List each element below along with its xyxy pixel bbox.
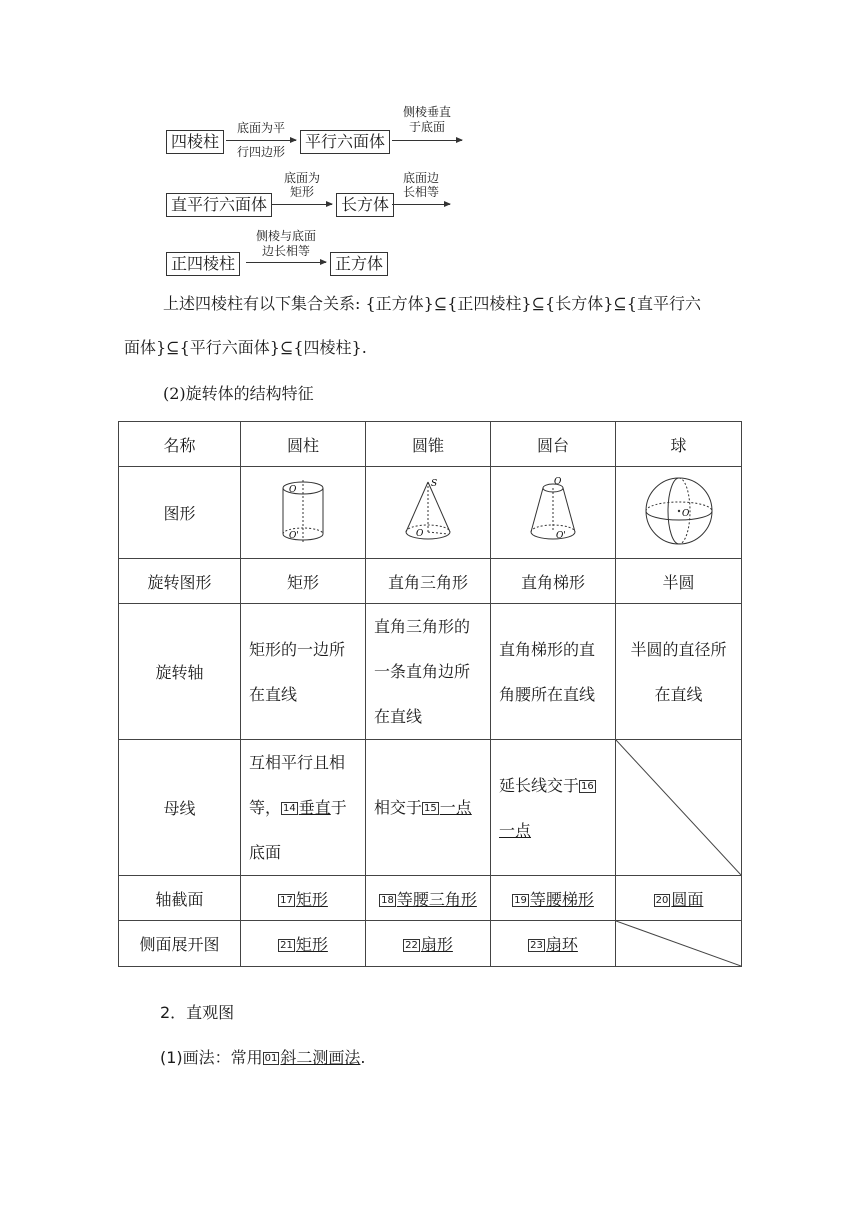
flow-arrow: [392, 140, 462, 141]
header-sphere: 球: [616, 422, 742, 467]
flow-label: 底面边: [402, 171, 439, 185]
header-cylinder: 圆柱: [241, 422, 366, 467]
flow-arrow: [246, 262, 326, 263]
cell-section-cone: 18 等腰三角形: [366, 876, 491, 921]
cell-axis-cone: 直角三角形的 一条直角边所 在直线: [366, 604, 491, 740]
flow-box-right-parallelepiped: 直平行六面体: [166, 193, 272, 217]
cell-generatrix-cone: 相交于 15 一点: [366, 740, 491, 876]
svg-text:O': O': [556, 530, 566, 541]
cell-unfold-cone: 22 扇形: [366, 921, 491, 967]
sphere-figure: [616, 467, 742, 559]
row-label-rotate-shape: 旋转图形: [119, 559, 241, 604]
flow-label: 于底面: [408, 120, 445, 134]
flow-label: 侧棱垂直: [402, 105, 451, 119]
cell-axis-frustum: 直角梯形的直 角腰所在直线: [491, 604, 616, 740]
flow-box-quadrangular-prism: 四棱柱: [166, 130, 224, 154]
header-frustum: 圆台: [491, 422, 616, 467]
set-relation-line2: 面体}⊆{平行六面体}⊆{四棱柱}.: [124, 338, 367, 357]
cell-generatrix-frustum: 延长线交于 16 一点: [491, 740, 616, 876]
svg-text:S: S: [431, 478, 438, 489]
cell-rotate-sphere: 半圆: [616, 559, 742, 604]
section2-title: 2．直观图: [160, 1003, 235, 1022]
svg-text:O': O': [289, 530, 299, 541]
flow-arrow: [226, 140, 296, 141]
cell-generatrix-sphere-empty: [616, 740, 742, 876]
header-name: 名称: [119, 422, 241, 467]
cylinder-figure: [241, 467, 366, 559]
cell-axis-cylinder: 矩形的一边所 在直线: [241, 604, 366, 740]
flow-label: 边长相等: [261, 244, 310, 258]
frustum-figure: [491, 467, 616, 559]
cell-unfold-frustum: 23 扇环: [491, 921, 616, 967]
cell-rotate-frustum: 直角梯形: [491, 559, 616, 604]
flow-box-parallelepiped: 平行六面体: [300, 130, 390, 154]
set-relation-line1: 上述四棱柱有以下集合关系: {正方体}⊆{正四棱柱}⊆{长方体}⊆{直平行六: [163, 294, 701, 313]
cell-generatrix-cylinder: 互相平行且相 等， 14 垂直于 底面: [241, 740, 366, 876]
rotation-solids-table: [118, 421, 742, 967]
flow-arrow: [272, 204, 332, 205]
flow-box-cuboid: 长方体: [336, 193, 394, 217]
row-label-generatrix: 母线: [119, 740, 241, 876]
cell-unfold-cylinder: 21 矩形: [241, 921, 366, 967]
svg-text:O: O: [289, 484, 297, 495]
svg-text:O: O: [554, 476, 562, 487]
flow-box-cube: 正方体: [330, 252, 388, 276]
cell-section-cylinder: 17 矩形: [241, 876, 366, 921]
cell-rotate-cylinder: 矩形: [241, 559, 366, 604]
flow-label: 长相等: [402, 185, 439, 199]
rotation-heading: (2)旋转体的结构特征: [163, 384, 314, 403]
row-label-axis: 旋转轴: [119, 604, 241, 740]
flow-label: 侧棱与底面: [255, 229, 316, 243]
cell-rotate-cone: 直角三角形: [366, 559, 491, 604]
row-label-lateral-unfold: 侧面展开图: [119, 921, 241, 967]
row-label-axial-section: 轴截面: [119, 876, 241, 921]
svg-text:O: O: [681, 508, 689, 519]
flow-label: 底面为: [283, 171, 320, 185]
cone-figure: [366, 467, 491, 559]
cell-unfold-sphere-empty: [616, 921, 742, 967]
svg-text:O: O: [416, 528, 424, 539]
cell-section-sphere: 20 圆面: [616, 876, 742, 921]
flow-arrow: [392, 204, 450, 205]
flow-label: 底面为平: [236, 121, 285, 135]
row-label-figure: 图形: [119, 467, 241, 559]
flow-box-regular-prism: 正四棱柱: [166, 252, 240, 276]
header-cone: 圆锥: [366, 422, 491, 467]
cell-section-frustum: 19 等腰梯形: [491, 876, 616, 921]
section2-item1: (1)画法：常用 01 斜二测画法.: [160, 1048, 366, 1067]
flow-label: 矩形: [289, 185, 314, 199]
cell-axis-sphere: 半圆的直径所 在直线: [616, 604, 742, 740]
flow-label: 行四边形: [236, 145, 285, 159]
